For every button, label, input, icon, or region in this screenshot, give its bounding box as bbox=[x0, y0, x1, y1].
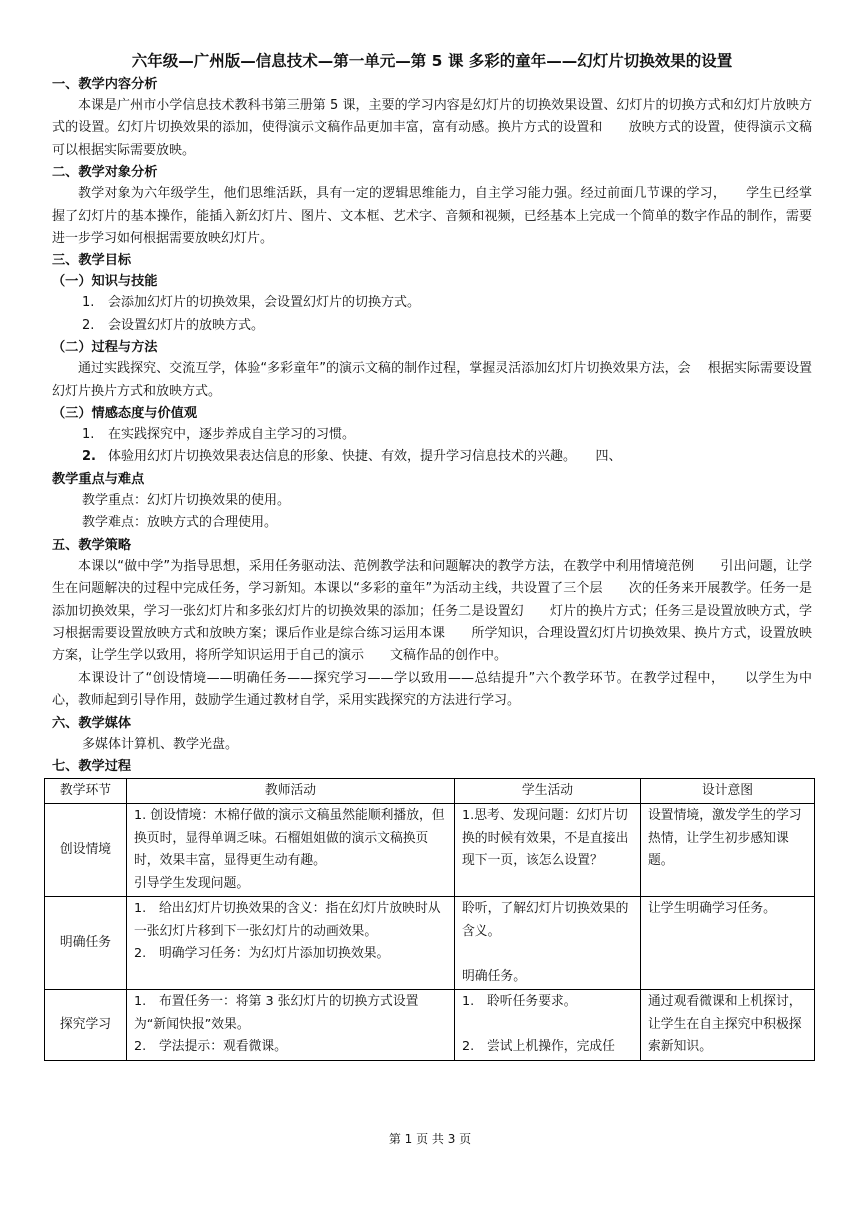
subheading-process-methods: （二）过程与方法 bbox=[52, 340, 158, 356]
list-item: 1. 会添加幻灯片的切换效果，会设置幻灯片的切换方式。 bbox=[82, 295, 421, 311]
section-heading-process: 七、教学过程 bbox=[52, 758, 132, 774]
key-point: 教学重点：幻灯片切换效果的使用。 bbox=[82, 492, 291, 508]
section-heading-content-analysis: 一、教学内容分析 bbox=[52, 77, 158, 92]
section-heading-key-points: 教学重点与难点 bbox=[52, 471, 145, 487]
table-row bbox=[45, 990, 815, 1061]
table-header-row bbox=[45, 778, 815, 804]
section-body-audience-analysis: 教学对象为六年级学生，他们思维活跃，具有一定的逻辑思维能力，自主学习能力强。经过前面几节课的学习， 学生已经掌握了幻灯片的基本操作，能插入新幻灯片、图片、文本框、艺术字、音频和视频，已经基本上完成一个简单的数字作品的制作，需要进一步学习如何根据需要放映幻灯片。 bbox=[52, 186, 812, 247]
section-heading-strategy: 五、教学策略 bbox=[52, 537, 132, 553]
teacher-cell: 1. 创设情境：木棉仔做的演示文稿虽然能顺利播放，但换页时，显得单调乏味。石榴姐姐做的演示文稿换页时，效果丰富，显得更生动有趣。 引导学生发现问题。 bbox=[127, 804, 455, 897]
section-heading-audience-analysis: 二、教学对象分析 bbox=[52, 165, 158, 181]
subheading-knowledge-skills: （一）知识与技能 bbox=[52, 274, 158, 290]
column-header-student: 学生活动 bbox=[455, 778, 641, 804]
subheading-attitude-values: （三）情感态度与价值观 bbox=[52, 406, 198, 422]
student-cell: 1. 聆听任务要求。 2. 尝试上机操作，完成任 bbox=[455, 990, 641, 1061]
stage-cell: 探究学习 bbox=[45, 990, 127, 1061]
teacher-cell: 1. 给出幻灯片切换效果的含义：指在幻灯片放映时从一张幻灯片移到下一张幻灯片的动画效果。 2. 明确学习任务：为幻灯片添加切换效果。 bbox=[127, 897, 455, 990]
intent-cell: 通过观看微课和上机探讨，让学生在自主探究中积极探索新知识。 bbox=[641, 990, 815, 1061]
table-row bbox=[45, 897, 815, 990]
student-cell: 1.思考、发现问题：幻灯片切换的时候有效果，不是直接出现下一页，该怎么设置？ bbox=[455, 804, 641, 897]
strategy-paragraph-2: 本课设计了“创设情境——明确任务——探究学习——学以致用——总结提升”六个教学环节。在教学过程中， 以学生为中心，教师起到引导作用，鼓励学生通过教材自学，采用实践探究的方法进行学习。 bbox=[52, 670, 812, 709]
intent-cell: 让学生明确学习任务。 bbox=[641, 897, 815, 990]
difficult-point: 教学难点：放映方式的合理使用。 bbox=[82, 515, 278, 531]
process-table bbox=[44, 778, 815, 1061]
section-heading-media: 六、教学媒体 bbox=[52, 715, 132, 731]
strategy-paragraph-1: 本课以“做中学”为指导思想，采用任务驱动法、范例教学法和问题解决的教学方法，在教学中利用情境范例 引出问题，让学生在问题解决的过程中完成任务，学习新知。本课以“多彩的童年”为活动主线，共设置了三个层 次的任务来开展教学。任务一是添加切换效果，学习一张幻灯片和多张幻灯片的切换效果的添加；任务二是设置幻 灯片的换片方式；任务三是设置放映方式，学习根据需要设置放映方式和放映方案；课后作业是综合练习运用本课 所学知识，合理设置幻灯片切换效果、换片方式，设置放映方案，让学生学以致用，将所学知识运用于自己的演示 文稿作品的创作中。 bbox=[52, 558, 812, 664]
page-footer: 第 1 页 共 3 页 bbox=[388, 1132, 472, 1146]
teacher-cell: 1. 布置任务一：将第 3 张幻灯片的切换方式设置为“新闻快报”效果。 2. 学法提示：观看微课。 bbox=[127, 990, 455, 1061]
media-list: 多媒体计算机、教学光盘。 bbox=[82, 736, 239, 752]
section-body-content-analysis: 本课是广州市小学信息技术教科书第三册第 5 课，主要的学习内容是幻灯片的切换效果设置、幻灯片的切换方式和幻灯片放映方式的设置。幻灯片切换效果的添加，使得演示文稿作品更加丰富，富有动感。换片方式的设置和 放映方式的设置，使得演示文稿可以根据实际需要放映。 bbox=[52, 98, 812, 158]
column-header-stage: 教学环节 bbox=[45, 778, 127, 804]
document-page bbox=[52, 50, 812, 1061]
list-item: 2. 会设置幻灯片的放映方式。 bbox=[82, 317, 265, 333]
column-header-intent: 设计意图 bbox=[641, 778, 815, 804]
intent-cell: 设置情境，激发学生的学习热情，让学生初步感知课题。 bbox=[641, 804, 815, 897]
student-cell: 聆听，了解幻灯片切换效果的含义。 明确任务。 bbox=[455, 897, 641, 990]
stage-cell: 明确任务 bbox=[45, 897, 127, 990]
body-process-methods: 通过实践探究、交流互学，体验“多彩童年”的演示文稿的制作过程，掌握灵活添加幻灯片切换效果方法，会 根据实际需要设置幻灯片换片方式和放映方式。 bbox=[52, 361, 812, 399]
section-heading-objectives: 三、教学目标 bbox=[52, 253, 132, 269]
list-item: 2. 体验用幻灯片切换效果表达信息的形象、快捷、有效，提升学习信息技术的兴趣。 四、 bbox=[82, 449, 622, 465]
column-header-teacher: 教师活动 bbox=[127, 778, 455, 804]
table-row bbox=[45, 804, 815, 897]
stage-cell: 创设情境 bbox=[45, 804, 127, 897]
list-item: 1. 在实践探究中，逐步养成自主学习的习惯。 bbox=[82, 427, 356, 443]
document-title: 六年级—广州版—信息技术—第一单元—第 5 课 多彩的童年——幻灯片切换效果的设置 bbox=[131, 52, 733, 70]
